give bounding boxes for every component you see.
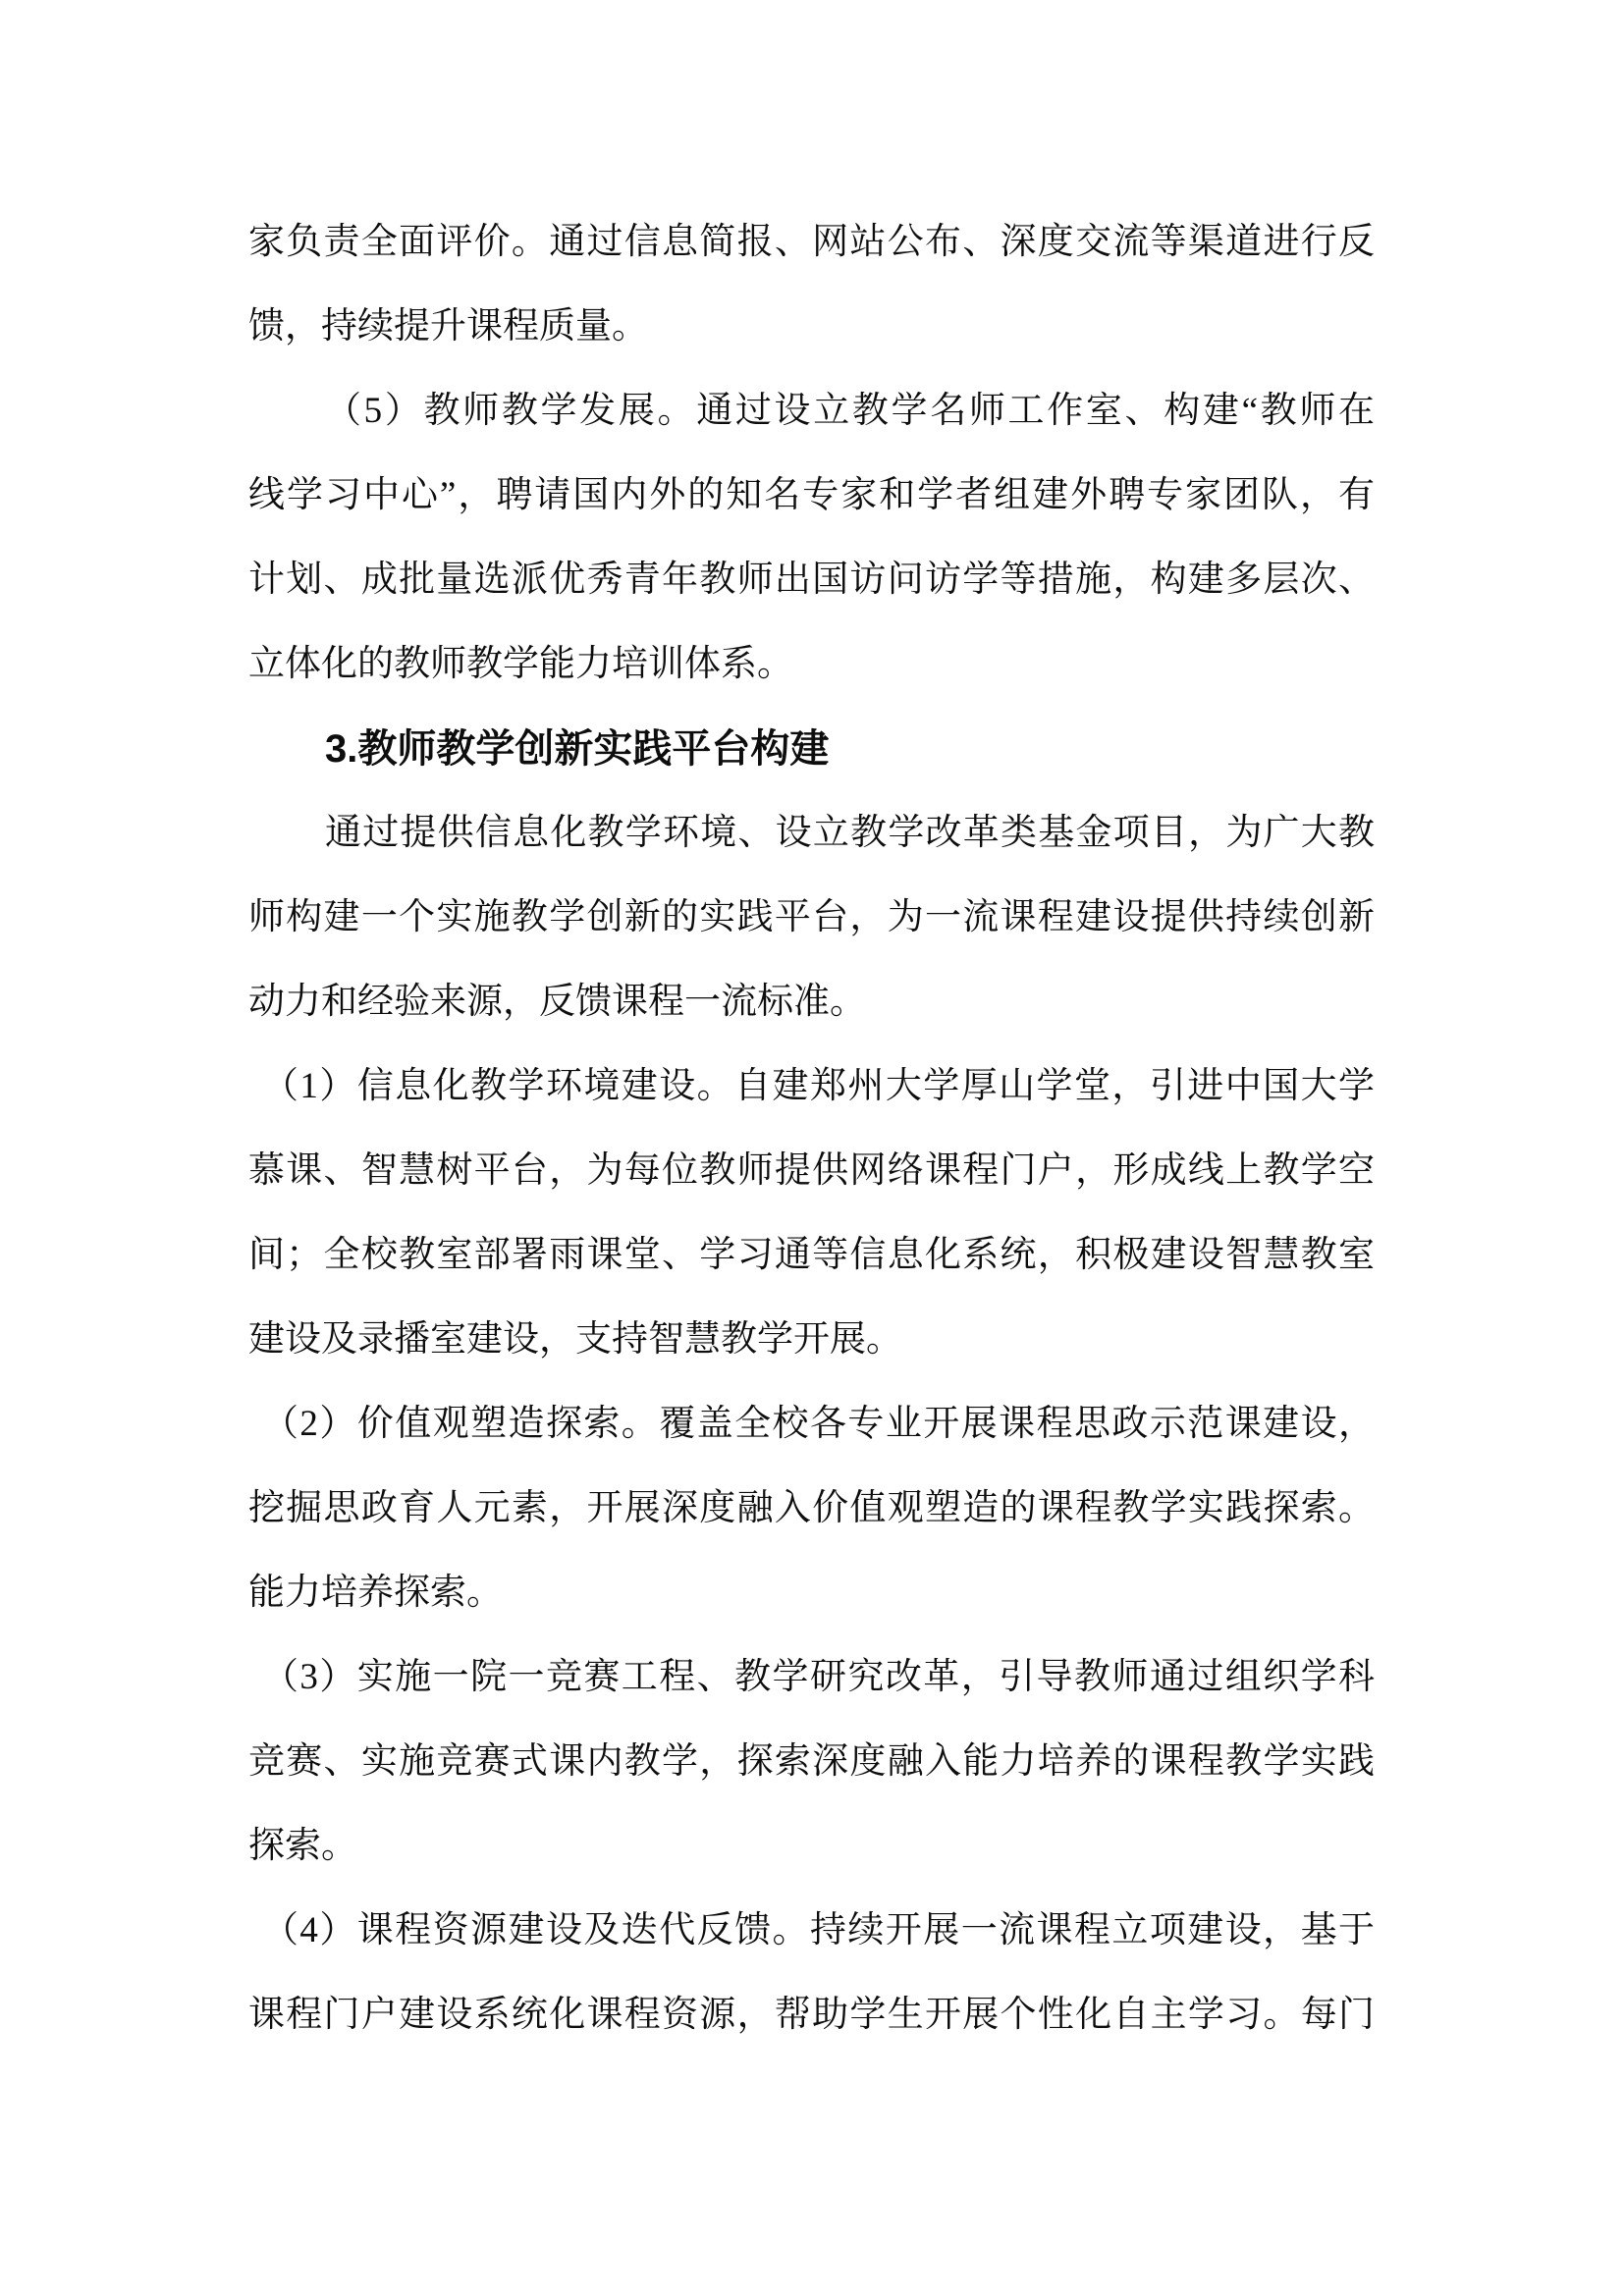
section-heading: 3.教师教学创新实践平台构建 xyxy=(325,727,830,771)
body-line: 挖掘思政育人元素，开展深度融入价值观塑造的课程教学实践探索。 xyxy=(248,1488,1375,1528)
body-line: 能力培养探索。 xyxy=(248,1573,503,1613)
body-line: 通过提供信息化教学环境、设立教学改革类基金项目，为广大教 xyxy=(325,813,1375,853)
body-line: 馈，持续提升课程质量。 xyxy=(248,306,648,347)
body-line: 慕课、智慧树平台，为每位教师提供网络课程门户，形成线上教学空 xyxy=(248,1150,1375,1191)
body-line: （3）实施一院一竞赛工程、教学研究改革，引导教师通过组织学科 xyxy=(262,1657,1375,1697)
body-line: 课程门户建设系统化课程资源，帮助学生开展个性化自主学习。每门 xyxy=(248,1995,1375,2035)
body-line: （2）价值观塑造探索。覆盖全校各专业开展课程思政示范课建设， xyxy=(262,1404,1375,1444)
document-text-block xyxy=(248,200,1375,2057)
body-line: 间；全校教室部署雨课堂、学习通等信息化系统，积极建设智慧教室 xyxy=(248,1235,1375,1275)
body-line: （5）教师教学发展。通过设立教学名师工作室、构建“教师在 xyxy=(325,391,1375,431)
body-line: 竞赛、实施竞赛式课内教学，探索深度融入能力培养的课程教学实践 xyxy=(248,1741,1375,1782)
body-line: 计划、成批量选派优秀青年教师出国访问访学等措施，构建多层次、 xyxy=(248,560,1375,600)
body-line: 师构建一个实施教学创新的实践平台，为一流课程建设提供持续创新 xyxy=(248,897,1375,937)
body-line: 立体化的教师教学能力培训体系。 xyxy=(248,644,793,684)
body-line: 动力和经验来源，反馈课程一流标准。 xyxy=(248,982,866,1022)
body-line: （1）信息化教学环境建设。自建郑州大学厚山学堂，引进中国大学 xyxy=(262,1066,1375,1106)
body-line: 线学习中心”，聘请国内外的知名专家和学者组建外聘专家团队，有 xyxy=(248,475,1375,515)
body-line: 探索。 xyxy=(248,1826,357,1866)
body-line: 建设及录播室建设，支持智慧教学开展。 xyxy=(248,1319,902,1360)
body-line: 家负责全面评价。通过信息简报、网站公布、深度交流等渠道进行反 xyxy=(248,222,1375,262)
body-line: （4）课程资源建设及迭代反馈。持续开展一流课程立项建设，基于 xyxy=(262,1910,1375,1950)
